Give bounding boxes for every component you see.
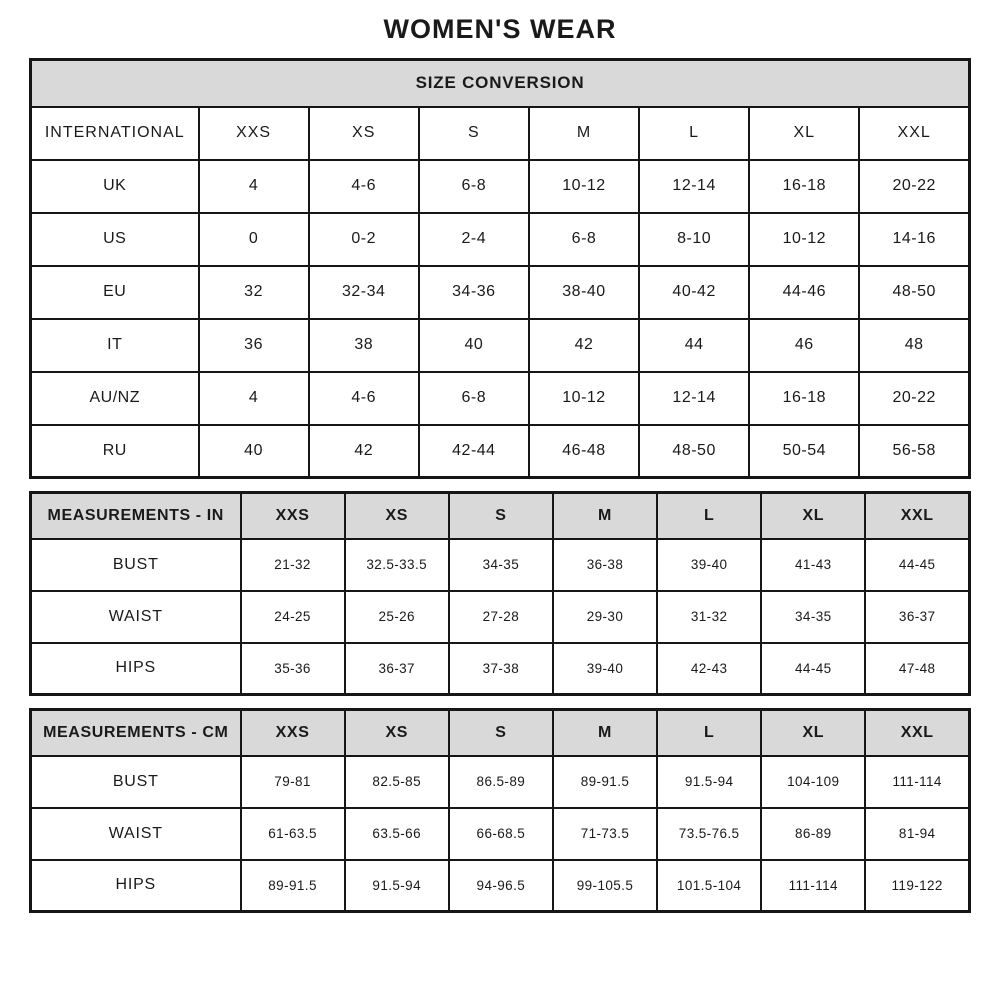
value-cell: 34-36 bbox=[419, 266, 529, 319]
value-cell: 73.5-76.5 bbox=[657, 808, 761, 860]
value-cell: 32.5-33.5 bbox=[345, 539, 449, 591]
column-header-cell: L bbox=[657, 710, 761, 756]
value-cell: 8-10 bbox=[639, 213, 749, 266]
column-header-cell: XXS bbox=[199, 107, 309, 160]
value-cell: 44-45 bbox=[761, 643, 865, 695]
value-cell: 4 bbox=[199, 372, 309, 425]
column-header-row bbox=[31, 493, 970, 539]
column-header-cell: L bbox=[639, 107, 749, 160]
table-row bbox=[31, 591, 970, 643]
row-label-cell: WAIST bbox=[31, 808, 241, 860]
table-row bbox=[31, 756, 970, 808]
value-cell: 31-32 bbox=[657, 591, 761, 643]
column-header-cell: M bbox=[553, 710, 657, 756]
column-header-row bbox=[31, 107, 970, 160]
value-cell: 42 bbox=[529, 319, 639, 372]
value-cell: 66-68.5 bbox=[449, 808, 553, 860]
table-row bbox=[31, 643, 970, 695]
value-cell: 41-43 bbox=[761, 539, 865, 591]
value-cell: 35-36 bbox=[241, 643, 345, 695]
value-cell: 81-94 bbox=[865, 808, 969, 860]
value-cell: 104-109 bbox=[761, 756, 865, 808]
value-cell: 63.5-66 bbox=[345, 808, 449, 860]
value-cell: 48 bbox=[859, 319, 969, 372]
value-cell: 40-42 bbox=[639, 266, 749, 319]
value-cell: 86-89 bbox=[761, 808, 865, 860]
value-cell: 38 bbox=[309, 319, 419, 372]
value-cell: 10-12 bbox=[749, 213, 859, 266]
table-row bbox=[31, 539, 970, 591]
column-header-cell: XXS bbox=[241, 710, 345, 756]
value-cell: 119-122 bbox=[865, 860, 969, 912]
value-cell: 14-16 bbox=[859, 213, 969, 266]
value-cell: 32 bbox=[199, 266, 309, 319]
value-cell: 32-34 bbox=[309, 266, 419, 319]
value-cell: 20-22 bbox=[859, 372, 969, 425]
table-row bbox=[31, 860, 970, 912]
value-cell: 44-45 bbox=[865, 539, 969, 591]
table-row bbox=[31, 160, 970, 213]
value-cell: 36-37 bbox=[865, 591, 969, 643]
value-cell: 2-4 bbox=[419, 213, 529, 266]
value-cell: 86.5-89 bbox=[449, 756, 553, 808]
value-cell: 40 bbox=[419, 319, 529, 372]
row-label-header-cell: INTERNATIONAL bbox=[31, 107, 199, 160]
value-cell: 36-38 bbox=[553, 539, 657, 591]
column-header-cell: S bbox=[449, 493, 553, 539]
column-header-cell: M bbox=[553, 493, 657, 539]
value-cell: 16-18 bbox=[749, 372, 859, 425]
value-cell: 42-43 bbox=[657, 643, 761, 695]
value-cell: 61-63.5 bbox=[241, 808, 345, 860]
value-cell: 89-91.5 bbox=[553, 756, 657, 808]
value-cell: 34-35 bbox=[449, 539, 553, 591]
column-header-cell: XL bbox=[761, 493, 865, 539]
size-conversion-body bbox=[31, 160, 970, 478]
table-row bbox=[31, 425, 970, 478]
value-cell: 44-46 bbox=[749, 266, 859, 319]
value-cell: 24-25 bbox=[241, 591, 345, 643]
value-cell: 42 bbox=[309, 425, 419, 478]
measurements-in-body bbox=[31, 539, 970, 695]
value-cell: 47-48 bbox=[865, 643, 969, 695]
value-cell: 111-114 bbox=[865, 756, 969, 808]
value-cell: 25-26 bbox=[345, 591, 449, 643]
value-cell: 71-73.5 bbox=[553, 808, 657, 860]
column-header-cell: XXL bbox=[865, 710, 969, 756]
row-label-cell: WAIST bbox=[31, 591, 241, 643]
row-label-header-cell: MEASUREMENTS - CM bbox=[31, 710, 241, 756]
value-cell: 39-40 bbox=[657, 539, 761, 591]
size-conversion-table bbox=[29, 58, 971, 479]
table-row bbox=[31, 372, 970, 425]
column-header-cell: XXL bbox=[859, 107, 969, 160]
value-cell: 89-91.5 bbox=[241, 860, 345, 912]
row-label-cell: UK bbox=[31, 160, 199, 213]
value-cell: 48-50 bbox=[639, 425, 749, 478]
measurements-in-table bbox=[29, 491, 971, 696]
table-row bbox=[31, 808, 970, 860]
column-header-row bbox=[31, 710, 970, 756]
value-cell: 99-105.5 bbox=[553, 860, 657, 912]
column-header-cell: XL bbox=[749, 107, 859, 160]
value-cell: 111-114 bbox=[761, 860, 865, 912]
value-cell: 46 bbox=[749, 319, 859, 372]
measurements-cm-table bbox=[29, 708, 971, 913]
value-cell: 10-12 bbox=[529, 372, 639, 425]
value-cell: 44 bbox=[639, 319, 749, 372]
value-cell: 46-48 bbox=[529, 425, 639, 478]
column-header-cell: S bbox=[449, 710, 553, 756]
value-cell: 16-18 bbox=[749, 160, 859, 213]
value-cell: 50-54 bbox=[749, 425, 859, 478]
column-header-cell: M bbox=[529, 107, 639, 160]
value-cell: 4-6 bbox=[309, 372, 419, 425]
value-cell: 34-35 bbox=[761, 591, 865, 643]
row-label-cell: US bbox=[31, 213, 199, 266]
value-cell: 6-8 bbox=[529, 213, 639, 266]
column-header-cell: XL bbox=[761, 710, 865, 756]
row-label-cell: RU bbox=[31, 425, 199, 478]
table-title-row bbox=[31, 60, 970, 107]
row-label-cell: HIPS bbox=[31, 860, 241, 912]
value-cell: 0 bbox=[199, 213, 309, 266]
row-label-cell: BUST bbox=[31, 539, 241, 591]
value-cell: 0-2 bbox=[309, 213, 419, 266]
column-header-cell: XS bbox=[345, 710, 449, 756]
row-label-cell: IT bbox=[31, 319, 199, 372]
value-cell: 82.5-85 bbox=[345, 756, 449, 808]
column-header-cell: XS bbox=[309, 107, 419, 160]
table-row bbox=[31, 213, 970, 266]
value-cell: 6-8 bbox=[419, 160, 529, 213]
value-cell: 21-32 bbox=[241, 539, 345, 591]
value-cell: 36 bbox=[199, 319, 309, 372]
column-header-cell: XS bbox=[345, 493, 449, 539]
value-cell: 29-30 bbox=[553, 591, 657, 643]
value-cell: 48-50 bbox=[859, 266, 969, 319]
value-cell: 12-14 bbox=[639, 372, 749, 425]
value-cell: 91.5-94 bbox=[345, 860, 449, 912]
value-cell: 91.5-94 bbox=[657, 756, 761, 808]
value-cell: 42-44 bbox=[419, 425, 529, 478]
row-label-cell: EU bbox=[31, 266, 199, 319]
value-cell: 4-6 bbox=[309, 160, 419, 213]
value-cell: 38-40 bbox=[529, 266, 639, 319]
value-cell: 56-58 bbox=[859, 425, 969, 478]
value-cell: 101.5-104 bbox=[657, 860, 761, 912]
value-cell: 10-12 bbox=[529, 160, 639, 213]
row-label-cell: HIPS bbox=[31, 643, 241, 695]
column-header-cell: S bbox=[419, 107, 529, 160]
value-cell: 39-40 bbox=[553, 643, 657, 695]
size-conversion-title: SIZE CONVERSION bbox=[31, 60, 970, 107]
value-cell: 6-8 bbox=[419, 372, 529, 425]
value-cell: 79-81 bbox=[241, 756, 345, 808]
measurements-cm-body bbox=[31, 756, 970, 912]
row-label-cell: AU/NZ bbox=[31, 372, 199, 425]
column-header-cell: XXL bbox=[865, 493, 969, 539]
value-cell: 4 bbox=[199, 160, 309, 213]
column-header-cell: L bbox=[657, 493, 761, 539]
value-cell: 37-38 bbox=[449, 643, 553, 695]
value-cell: 94-96.5 bbox=[449, 860, 553, 912]
table-row bbox=[31, 266, 970, 319]
table-row bbox=[31, 319, 970, 372]
value-cell: 27-28 bbox=[449, 591, 553, 643]
value-cell: 12-14 bbox=[639, 160, 749, 213]
page-title: WOMEN'S WEAR bbox=[383, 14, 617, 44]
value-cell: 40 bbox=[199, 425, 309, 478]
column-header-cell: XXS bbox=[241, 493, 345, 539]
value-cell: 36-37 bbox=[345, 643, 449, 695]
row-label-header-cell: MEASUREMENTS - IN bbox=[31, 493, 241, 539]
row-label-cell: BUST bbox=[31, 756, 241, 808]
value-cell: 20-22 bbox=[859, 160, 969, 213]
